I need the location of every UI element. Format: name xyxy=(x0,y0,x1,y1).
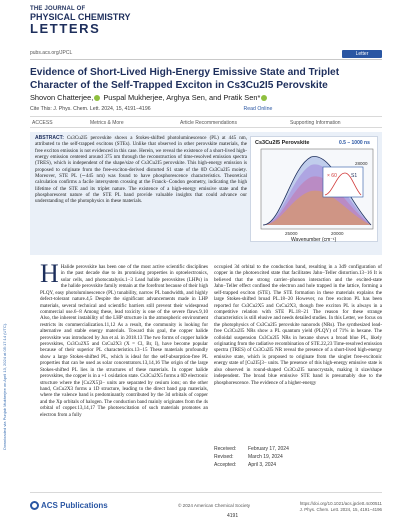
toc-tick-label: 20000 xyxy=(331,231,344,236)
cite-row xyxy=(30,106,382,112)
acs-logo-icon xyxy=(30,501,39,510)
author-name[interactable]: and Pratik Sen* xyxy=(208,93,261,102)
publisher-logo[interactable] xyxy=(30,501,108,510)
article-meta-bar xyxy=(30,116,382,128)
body-text-left: Halide perovskite has been one of the most active scientific disciplines in the past decade due to its promising properties in optoelectronics, solar cells, and photocatalysis.1−3 Lead halide perovskites (LHPs) in the halide perovskite family remain at the forefront because of their high PLQY, easy photoluminescence (PL) tunability, narrow PL bandwidth, and highly defect-tolerant nature.4,5 Despite the significant advancements made in LHP materials, several technical and scientific barriers still prevent their widespread commercial use.6−8 Among these, lead toxicity is one of the severe flaws.9,10 Also, the inherent instability of the LHP structure in the atmospheric environment restricts its commercialization.11,12 As a result, the community is looking for alternative and stable energy materials. Toward this goal, the copper halide perovskite was introduced by Jun et al. in 2018.13 The two forms of copper halide perovskites, Cs3Cu2X5 and CsCu2X3 (X = Cl, Br, I), have become popular because of their superior PL characteristics.13−15 These materials profoundly show a large Stokes-shifted PL, which is ideal for the self-absorption-free PL properties that can be used as solar concentrators.13,14,16 The origin of the large Stokes-shifted PL lies in the structures of these materials. In copper halide perovskites, the copper is in a +1 oxidation state. Cs3Cu2X5 forms a 0D electronic structure where the [Cu2X5]3− units are separated by cesium ions; on the other hand, CsCu2X3 forms a 1D structure, leading to the direct band gap materials, where the valence band is predominantly contributed by the 3d orbitals of copper and the Xp orbitals of halogen. The conduction band mainly originates from the 4s orbital of copper.13,14,17 The photoexcitation of such materials promotes an electron from a fully xyxy=(40,264,208,418)
toc-tick-label-right: 28000 xyxy=(355,161,368,166)
accepted-label: Accepted: xyxy=(214,462,237,468)
toc-tick-label: 25000 xyxy=(285,231,298,236)
access-label: ACCESS xyxy=(32,120,53,126)
orcid-icon[interactable] xyxy=(94,95,100,101)
orcid-icon[interactable] xyxy=(261,95,267,101)
body-text-right: occupied 3d orbital to the conduction band, resulting in a 3d9 configuration of copper in the photoexcited state that facilitates Jahn−Teller distortion.13−16 It is believed that the strong carrier−phonon interaction and the excited-state Jahn−Teller effect confined the electron and hole trapped in the lattice, forming a self-trapped exciton (STE). The STE formation in these materials explains the large Stokes-shifted broad PL.18−20 However, no free exciton PL has been reported for Cs3Cu2X5 and CsCu2X3, though free exciton PL is always in a competitive relation with STE PL.18−21 The reason for these strange characteristics is still elusive and needs detailed studies. In this Letter, we focus on the photophysics of Cs3Cu2I5 perovskite nanorods (NRs). The synthesized lead-free Cs3Cu2I5 NRs show a PL quantum yield (PLQY) of 71% in hexane. The colloidal suspension Cs3Cu2I5 NRs in hexane shows a broad blue PL, likely originating from the radiative recombination of STE.22,23 Time-resolved emission spectra (TRES) of Cs3Cu2I5 NR reveal the presence of a short-lived high-energy emissive state, which is proposed to originate from the singlet free-excitonic energy state of [Cu2I5]3− units. The presence of this high-energy emissive state is also observed in round-shaped Cs3Cu2I5 nanocrystals, making it size/shape independent. The broad blue emissive STE band is presumably due to the phosphorescence. The evidence of a higher-energy xyxy=(214,264,382,386)
journal-name-line2: PHYSICAL CHEMISTRY xyxy=(30,12,131,22)
journal-name-line3: LETTERS xyxy=(30,21,101,36)
metrics-link[interactable]: Metrics & More xyxy=(90,120,124,126)
toc-spectra-plot xyxy=(251,137,379,243)
doi-link[interactable]: https://doi.org/10.1021/acs.jpclett.4c00511 xyxy=(299,501,382,506)
page-footer xyxy=(30,492,382,522)
journal-url[interactable]: pubs.acs.org/JPCL xyxy=(30,50,73,56)
abstract-label: ABSTRACT: xyxy=(35,135,64,141)
publisher-name: ACS Publications xyxy=(41,501,108,510)
doi-block xyxy=(300,501,382,513)
inset-label: × 60 xyxy=(327,173,337,179)
download-note-text: Downloaded via Punjab Mukherjee on April 13, 2024 at 05:17:14 (UTC). xyxy=(2,322,7,450)
journal-citation-footer: J. Phys. Chem. Lett. 2024, 15, 4191−4196 xyxy=(299,507,382,512)
journal-name-line1: THE JOURNAL OF xyxy=(30,6,86,12)
author-name[interactable]: Shovon Chatterjee, xyxy=(30,93,94,102)
article-dates xyxy=(214,446,382,470)
inset-state-label: S1 xyxy=(351,173,358,179)
toc-graphic xyxy=(250,136,378,242)
page-number: 4191 xyxy=(227,513,239,519)
revised-date: March 19, 2024 xyxy=(248,454,283,460)
article-type-badge: Letter xyxy=(342,50,382,58)
received-date: February 17, 2024 xyxy=(248,446,289,452)
journal-logo xyxy=(30,6,178,42)
toc-time-range: 0.5 – 1000 ns xyxy=(339,140,370,146)
supporting-info-link[interactable]: Supporting Information xyxy=(290,120,341,126)
author-list xyxy=(30,93,382,102)
toc-title: Cs3Cu2I5 Perovskite xyxy=(255,140,310,146)
revised-label: Revised: xyxy=(214,454,234,460)
abstract-body: Cs3Cu2I5 perovskite shows a Stokes-shifted photoluminescence (PL) at 445 nm, attributed to the self-trapped excitons (STEs). Unlike that observed in other perovskite materials, the free exciton emission is not evidenced in this case. Herein, we reveal the existence of a short-lived high-energy emission centered around 375 nm through the reconstruction of time-resolved emission spectra (TRES), which is independent of the shape/size of Cs3Cu2I5 perovskite. This high-energy emission is proposed to originate from the free-exciton-derived distorted S1 state of the 0D Cs3Cu2I5 moiety. Moreover, STE PL (∼445 nm) was found to have phosphorescence characteristics. Theoretical calculation confirms a facile intersystem crossing at the Franck−Condon geometry, indicating the high lifetime of the STE and its triplet nature. The existence of a high-energy emissive state and the phosphorescent nature of the STE PL band provide valuable insights that could advance our understanding of the photophysics in these materials. xyxy=(35,135,247,205)
article-title: Evidence of Short-Lived High-Energy Emissive State and Triplet Character of the Self-Trapped Exciton in Cs3Cu2I5 Perovskite xyxy=(30,67,340,91)
abstract xyxy=(35,135,247,205)
author-name[interactable]: Arghya Sen, xyxy=(166,93,207,102)
citation: Cite This: J. Phys. Chem. Lett. 2024, 15, 4191−4196 xyxy=(30,106,151,112)
author-name[interactable]: Puspal Mukherjee, xyxy=(103,93,165,102)
header-bar xyxy=(30,50,382,60)
download-side-note xyxy=(2,300,16,450)
received-label: Received: xyxy=(214,446,237,452)
body-column-left xyxy=(40,259,208,418)
body-column-right xyxy=(214,264,382,386)
copyright: © 2024 American Chemical Society xyxy=(178,503,251,508)
drop-cap: H xyxy=(40,259,59,288)
read-online-link[interactable]: Read Online xyxy=(243,106,273,112)
accepted-date: April 3, 2024 xyxy=(248,462,277,468)
toc-axis-label: Wavenumber (cm⁻¹) xyxy=(291,237,337,243)
recommendations-link[interactable]: Article Recommendations xyxy=(180,120,237,126)
